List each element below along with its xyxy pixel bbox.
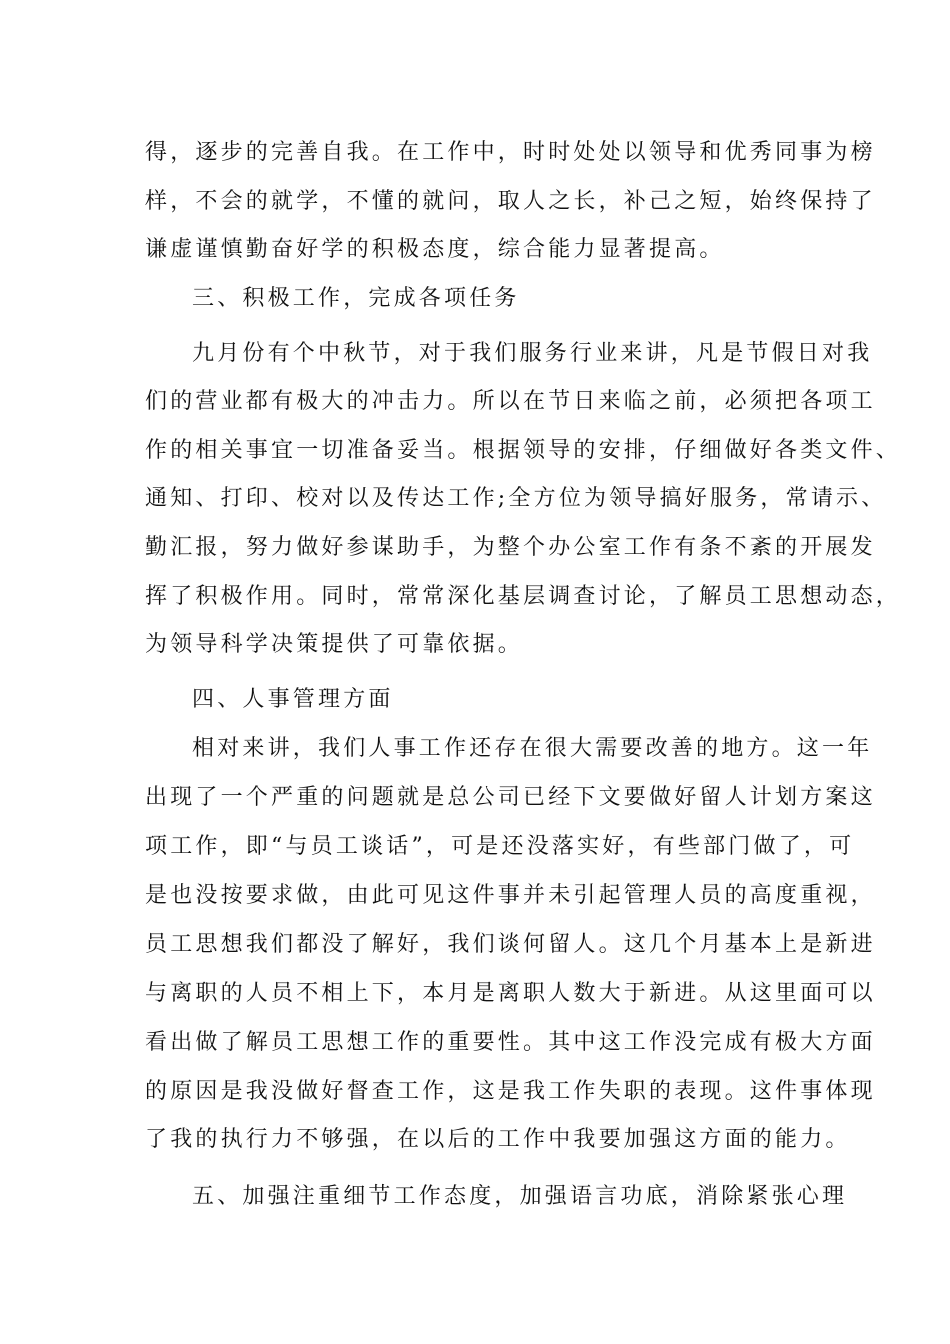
body-text-line: 九月份有个中秋节，对于我们服务行业来讲，凡是节假日对我 <box>192 341 873 366</box>
body-text-line: 勤汇报，努力做好参谋助手，为整个办公室工作有条不紊的开展发 <box>145 535 876 560</box>
body-text-line: 作的相关事宜一切准备妥当。根据领导的安排，仔细做好各类文件、 <box>145 438 902 463</box>
body-text-line: 相对来讲，我们人事工作还存在很大需要改善的地方。这一年 <box>192 736 873 761</box>
section-heading: 三、积极工作，完成各项任务 <box>192 286 520 311</box>
body-text-line: 谦虚谨慎勤奋好学的积极态度，综合能力显著提高。 <box>145 237 725 262</box>
body-text-line: 为领导科学决策提供了可靠依据。 <box>145 632 524 657</box>
body-text-line: 出现了一个严重的问题就是总公司已经下文要做好留人计划方案这 <box>145 785 876 810</box>
body-text-line: 员工思想我们都没了解好，我们谈何留人。这几个月基本上是新进 <box>145 932 876 957</box>
section-heading: 四、人事管理方面 <box>192 687 394 712</box>
body-text-line: 得，逐步的完善自我。在工作中，时时处处以领导和优秀同事为榜 <box>145 140 876 165</box>
body-text-line: 们的营业都有极大的冲击力。所以在节日来临之前，必须把各项工 <box>145 389 876 414</box>
body-text-line: 挥了积极作用。同时，常常深化基层调查讨论，了解员工思想动态， <box>145 584 902 609</box>
body-text-line: 通知、打印、校对以及传达工作;全方位为领导搞好服务，常请示、 <box>145 486 887 511</box>
body-text-line: 看出做了解员工思想工作的重要性。其中这工作没完成有极大方面 <box>145 1030 876 1055</box>
body-text-line: 了我的执行力不够强，在以后的工作中我要加强这方面的能力。 <box>145 1127 851 1152</box>
body-text-line: 项工作，即“与员工谈话”，可是还没落实好，有些部门做了，可 <box>145 834 855 859</box>
section-heading: 五、加强注重细节工作态度，加强语言功底，消除紧张心理 <box>192 1184 848 1209</box>
body-text-line: 的原因是我没做好督查工作，这是我工作失职的表现。这件事体现 <box>145 1079 876 1104</box>
body-text-line: 是也没按要求做，由此可见这件事并未引起管理人员的高度重视， <box>145 883 876 908</box>
body-text-line: 样，不会的就学，不懂的就问，取人之长，补己之短，始终保持了 <box>145 189 876 214</box>
body-text-line: 与离职的人员不相上下，本月是离职人数大于新进。从这里面可以 <box>145 981 876 1006</box>
